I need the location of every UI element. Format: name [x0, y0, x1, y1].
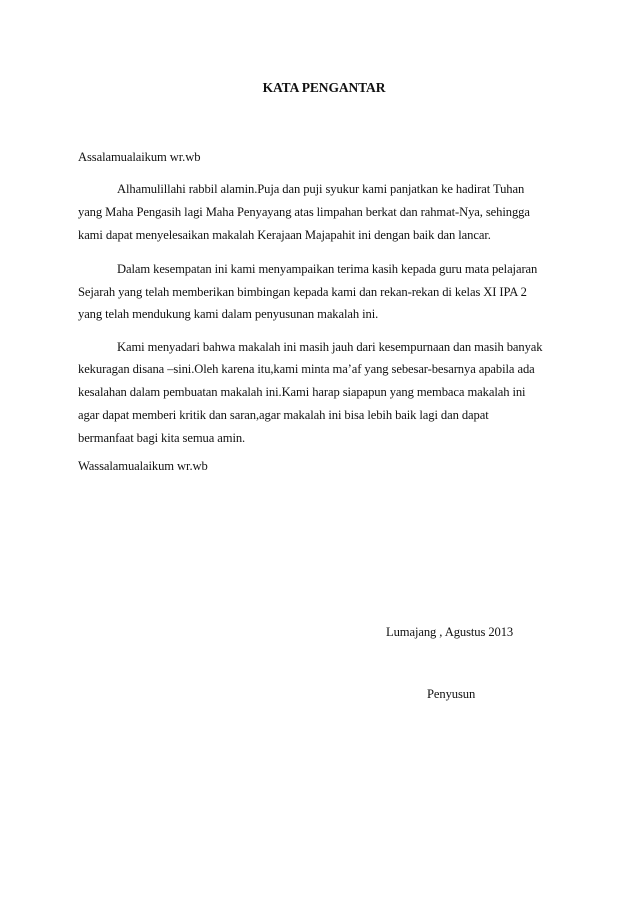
- closing: Wassalamualaikum wr.wb: [78, 459, 208, 473]
- signature: Penyusun: [427, 687, 476, 701]
- paragraph-1-line-2: yang Maha Pengasih lagi Maha Penyayang atas limpahan berkat dan rahmat-Nya, sehingga: [78, 205, 530, 219]
- greeting: Assalamualaikum wr.wb: [78, 150, 201, 164]
- paragraph-3-line-3: kesalahan dalam pembuatan makalah ini.Kami harap siapapun yang membaca makalah ini: [78, 385, 526, 399]
- paragraph-1-line-3: kami dapat menyelesaikan makalah Kerajaan Majapahit ini dengan baik dan lancar.: [78, 228, 491, 242]
- place-date: Lumajang , Agustus 2013: [386, 625, 514, 639]
- page-title: KATA PENGANTAR: [262, 80, 386, 95]
- paragraph-3-line-1: Kami menyadari bahwa makalah ini masih jauh dari kesempurnaan dan masih banyak: [117, 340, 543, 354]
- paragraph-3-line-2: kekuragan disana –sini.Oleh karena itu,kami minta ma’af yang sebesar-besarnya apabila ada: [78, 362, 535, 376]
- paragraph-3-line-5: bermanfaat bagi kita semua amin.: [78, 431, 246, 445]
- paragraph-2-line-1: Dalam kesempatan ini kami menyampaikan terima kasih kepada guru mata pelajaran: [117, 262, 538, 276]
- paragraph-2-line-2: Sejarah yang telah memberikan bimbingan kepada kami dan rekan-rekan di kelas XI IPA 2: [78, 285, 527, 299]
- paragraph-2-line-3: yang telah mendukung kami dalam penyusunan makalah ini.: [78, 307, 379, 321]
- paragraph-3-line-4: agar dapat memberi kritik dan saran,agar makalah ini bisa lebih baik lagi dan dapat: [78, 408, 489, 422]
- paragraph-1-line-1: Alhamulillahi rabbil alamin.Puja dan puji syukur kami panjatkan ke hadirat Tuhan: [117, 182, 525, 196]
